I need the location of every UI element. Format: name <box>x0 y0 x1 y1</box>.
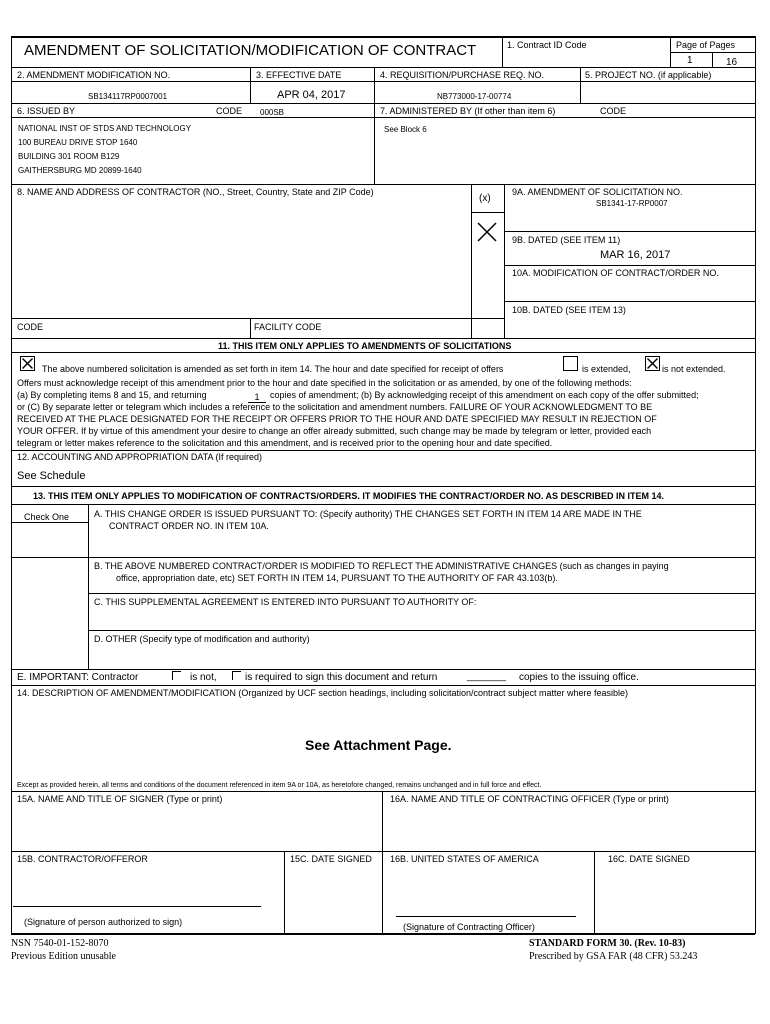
is-not-label: is not, <box>190 672 217 683</box>
copies-blank: _______ <box>467 671 506 682</box>
check-x-icon <box>647 358 658 369</box>
item13-a-line-2: CONTRACT ORDER NO. IN ITEM 10A. <box>109 521 269 531</box>
item11-heading: 11. THIS ITEM ONLY APPLIES TO AMENDMENTS OF SOLICITATIONS <box>218 341 512 351</box>
except-clause: Except as provided herein, all terms and conditions of the document referenced in item 9A or 10A, as heretofore changed, remains unchanged and in full force and effect. <box>17 782 542 789</box>
issued-by-line-4: GAITHERSBURG MD 20899-1640 <box>18 166 142 175</box>
prescribed-by-label: Prescribed by GSA FAR (48 CFR) 53.243 <box>529 951 698 962</box>
signer-name-label: 15A. NAME AND TITLE OF SIGNER (Type or print) <box>17 794 223 804</box>
accounting-data-value: See Schedule <box>17 470 86 482</box>
officer-date-signed-label: 16C. DATE SIGNED <box>608 854 690 864</box>
dated-9b-label: 9B. DATED (SEE ITEM 11) <box>512 235 621 245</box>
issued-by-label: 6. ISSUED BY <box>17 106 76 116</box>
check-one-label: Check One <box>24 512 70 522</box>
form-title: AMENDMENT OF SOLICITATION/MODIFICATION OF CONTRACT <box>24 42 477 59</box>
issued-by-code: 000SB <box>260 108 285 117</box>
is-not-extended-checkbox[interactable] <box>645 356 660 371</box>
page-number: 1 <box>687 55 693 66</box>
is-extended-label: is extended, <box>582 364 631 374</box>
effective-date-value: APR 04, 2017 <box>277 89 346 101</box>
modification-label: 10A. MODIFICATION OF CONTRACT/ORDER NO. <box>512 268 719 278</box>
amendment-no-label: 2. AMENDMENT MODIFICATION NO. <box>17 70 171 80</box>
x-mark-icon <box>477 222 497 242</box>
item11-line-1: The above numbered solicitation is amended as set forth in item 14. The hour and date specified for receipt of offers <box>42 364 504 374</box>
important-lead: E. IMPORTANT: Contractor <box>17 672 139 683</box>
amendment-no-value: SB134117RP0007001 <box>88 92 168 101</box>
issued-by-code-label: CODE <box>216 106 243 116</box>
item13-heading: 13. THIS ITEM ONLY APPLIES TO MODIFICATION OF CONTRACTS/ORDERS. IT MODIFIES THE CONTRACT/ORDER NO. AS DESCRIBED IN ITEM 14. <box>33 491 665 501</box>
contractor-offeror-label: 15B. CONTRACTOR/OFFEROR <box>17 854 148 864</box>
x-column-label: (x) <box>479 193 491 204</box>
contracting-officer-name-label: 16A. NAME AND TITLE OF CONTRACTING OFFICER (Type or print) <box>390 794 669 804</box>
is-not-extended-label: is not extended. <box>662 364 726 374</box>
item13-a-line-1: A. THIS CHANGE ORDER IS ISSUED PURSUANT TO: (Specify authority) THE CHANGES SET FORTH IN ITEM 14 ARE MADE IN THE <box>94 509 642 519</box>
signature-officer-label: (Signature of Contracting Officer) <box>403 922 535 932</box>
item13-b-line-1: B. THE ABOVE NUMBERED CONTRACT/ORDER IS MODIFIED TO REFLECT THE ADMINISTRATIVE CHANGES (such as changes in paying <box>94 561 669 571</box>
copies-returned-value: 1 <box>248 392 266 403</box>
amendment-solicitation-label: 9A. AMENDMENT OF SOLICITATION NO. <box>512 187 683 197</box>
requisition-label: 4. REQUISITION/PURCHASE REQ. NO. <box>380 70 545 80</box>
signature-person-label: (Signature of person authorized to sign) <box>24 917 183 927</box>
requisition-value: NB773000-17-00774 <box>437 92 512 101</box>
issued-by-line-2: 100 BUREAU DRIVE STOP 1640 <box>18 138 138 147</box>
total-pages: 16 <box>726 57 738 68</box>
dated-10b-label: 10B. DATED (SEE ITEM 13) <box>512 305 626 315</box>
administered-by-label: 7. ADMINISTERED BY (If other than item 6) <box>380 106 556 116</box>
contract-id-label: 1. Contract ID Code <box>507 40 587 50</box>
item11-paragraph-3: or (C) By separate letter or telegram which includes a reference to the solicitation and amendment numbers. FAILURE OF YOUR ACKNOWLEDGMENT TO BE <box>17 402 653 412</box>
item11-paragraph-5: YOUR OFFER. If by virtue of this amendment your desire to change an offer already submitted, such change may be made by telegram or letter, provided each <box>17 426 652 436</box>
contractor-label: 8. NAME AND ADDRESS OF CONTRACTOR (NO., Street, Country, State and ZIP Code) <box>17 187 374 197</box>
check-x-icon <box>22 358 33 369</box>
dated-9b-value: MAR 16, 2017 <box>600 249 671 261</box>
issued-by-line-3: BUILDING 301 ROOM B129 <box>18 152 120 161</box>
description-body: See Attachment Page. <box>305 737 452 753</box>
standard-form-label: STANDARD FORM 30. (Rev. 10-83) <box>529 938 686 949</box>
item11-paragraph-4: RECEIVED AT THE PLACE DESIGNATED FOR THE RECEIPT OR OFFERS PRIOR TO THE HOUR AND DATE SPECIFIED MAY RESULT IN REJECTION OF <box>17 414 657 424</box>
important-tail: copies to the issuing office. <box>519 672 639 683</box>
united-states-label: 16B. UNITED STATES OF AMERICA <box>390 854 539 864</box>
contractor-code-label: CODE <box>17 322 44 332</box>
description-label: 14. DESCRIPTION OF AMENDMENT/MODIFICATION (Organized by UCF section headings, including solicitation/contract subject matter where feasible) <box>17 688 629 698</box>
is-extended-checkbox[interactable] <box>563 356 578 371</box>
page-of-pages-label: Page of Pages <box>676 40 736 50</box>
item13-c-line: C. THIS SUPPLEMENTAL AGREEMENT IS ENTERED INTO PURSUANT TO AUTHORITY OF: <box>94 597 477 607</box>
item13-b-line-2: office, appropriation date, etc) SET FORTH IN ITEM 14, PURSUANT TO THE AUTHORITY OF FAR 43.103(b). <box>116 573 558 583</box>
administered-by-code-label: CODE <box>600 106 627 116</box>
issued-by-line-1: NATIONAL INST OF STDS AND TECHNOLOGY <box>18 124 192 133</box>
is-not-checkbox[interactable] <box>172 671 181 680</box>
item11-paragraph-1: Offers must acknowledge receipt of this amendment prior to the hour and date specified in the solicitation or as amended, by one of the following methods: <box>17 378 632 388</box>
item13-d-line: D. OTHER (Specify type of modification and authority) <box>94 634 310 644</box>
is-required-label: is required to sign this document and return <box>245 672 438 683</box>
facility-code-label: FACILITY CODE <box>254 322 322 332</box>
accounting-data-label: 12. ACCOUNTING AND APPROPRIATION DATA (If required) <box>17 452 263 462</box>
contractor-date-signed-label: 15C. DATE SIGNED <box>290 854 372 864</box>
effective-date-label: 3. EFFECTIVE DATE <box>256 70 342 80</box>
item11-paragraph-2b: copies of amendment; (b) By acknowledging receipt of this amendment on each copy of the offer submitted; <box>270 390 699 400</box>
solicitation-amended-checkbox[interactable] <box>20 356 35 371</box>
amendment-solicitation-value: SB1341-17-RP0007 <box>596 199 668 208</box>
project-no-label: 5. PROJECT NO. (if applicable) <box>585 70 712 80</box>
previous-edition-note: Previous Edition unusable <box>11 951 116 962</box>
administered-by-value: See Block 6 <box>384 125 427 134</box>
item11-paragraph-6: telegram or letter makes reference to the solicitation and this amendment, and is received prior to the opening hour and date specified. <box>17 438 553 448</box>
item11-paragraph-2a: (a) By completing items 8 and 15, and returning <box>17 390 207 400</box>
is-required-checkbox[interactable] <box>232 671 241 680</box>
nsn-number: NSN 7540-01-152-8070 <box>11 938 109 949</box>
